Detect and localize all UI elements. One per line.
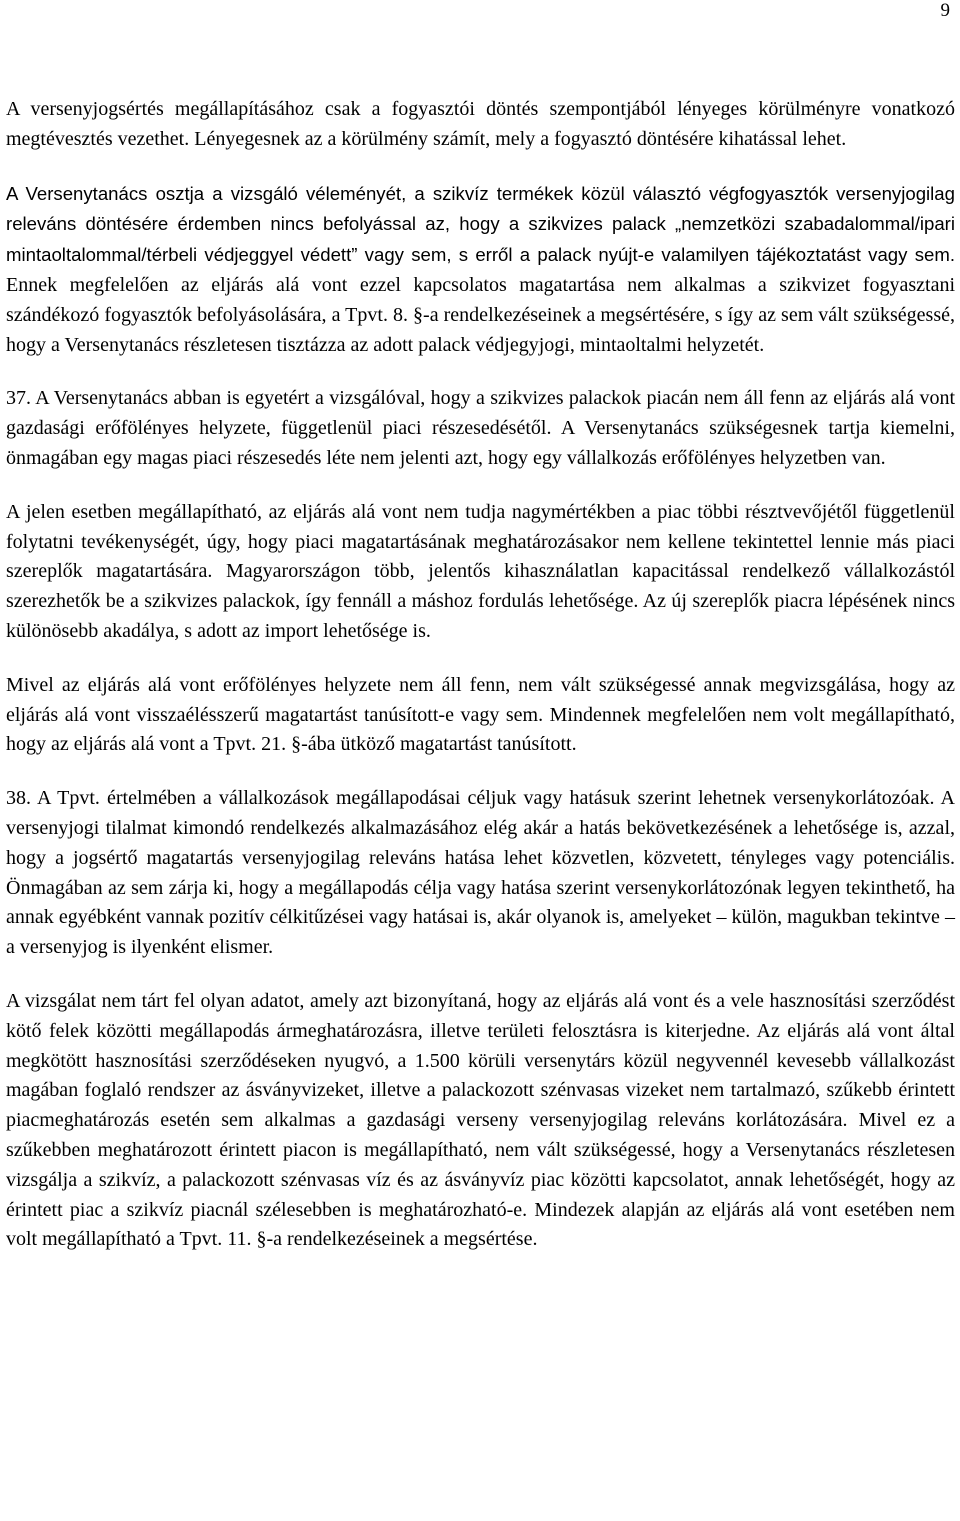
document-body xyxy=(6,95,955,1279)
paragraph-5: Mivel az eljárás alá vont erőfölényes helyzete nem áll fenn, nem vált szükségessé annak megvizsgálása, hogy az eljárás alá vont visszaélésszerű magatartást tanúsított-e vagy sem. Mindennek megfelelően nem volt megállapítható, hogy az eljárás alá vont a Tpvt. 21. §-ába ütköző magatartást tanúsított. xyxy=(6,673,955,756)
page-number: 9 xyxy=(940,0,950,21)
paragraph-7: A vizsgálat nem tárt fel olyan adatot, amely azt bizonyítaná, hogy az eljárás alá vont és a vele hasznosítási szerződést kötő felek közötti megállapodás ármeghatározásra, illetve területi felosztásra is kiterjedne. Az eljárás alá vont által megkötött hasznosítási szerződéseken nyugvó, a 1.500 körüli versenytárs közül negyvennél kevesebb vállalkozást magában foglaló rendszer az ásványvizeket, illetve a palackozott szénvasas vizeket nem tartalmazó, szűkebb érintett piacmeghatározás esetén sem alkalmas a gazdasági verseny versenyjogilag releváns korlátozására. Mivel ez a szűkebben meghatározott érintett piacon is megállapítható, nem vált szükségessé, hogy a Versenytanács részletesen vizsgálja a szikvíz, a palackozott szénvasas víz és az ásványvíz piac közötti kapcsolatot, annak lehetőségét, hogy az érintett piac a szikvíz piacnál szélesebben is meghatározható-e. Mindezek alapján az eljárás alá vont esetében nem volt megállapítható a Tpvt. 11. §-a rendelkezéseinek a megsértése. xyxy=(6,989,955,1251)
paragraph-2-serif-part: Ennek megfelelően az eljárás alá vont ezzel kapcsolatos magatartása nem alkalmas a szikvizet fogyasztani szándékozó fogyasztók befolyásolására, a Tpvt. 8. §-a rendelkezéseinek a megsértésére, s így az sem vált szükségessé, hogy a Versenytanács részletesen tisztázza az adott palack védjegyjogi, mintaoltalmi helyzetét. xyxy=(6,273,955,356)
paragraph-2-sans-part: A Versenytanács osztja a vizsgáló véleményét, a szikvíz termékek közül választó végfogyasztók versenyjogilag releváns döntésére érdemben nincs befolyással az, hogy a szikvizes palack „nemzetközi szabadalommal/ipari mintaoltalommal/térbeli védjeggyel védett” vagy sem, s erről a palack nyújt-e valamilyen tájékoztatást vagy sem. xyxy=(6,182,955,266)
paragraph-38: 38. A Tpvt. értelmében a vállalkozások megállapodásai céljuk vagy hatásuk szerint lehetnek versenykorlátozóak. A versenyjogi tilalmat kimondó rendelkezés alkalmazásához elég akár a hatás bekövetkezésének a lehetősége is, azzal, hogy a jogsértő magatartás versenyjogilag releváns hatása lehet közvetlen, közvetett, tényleges vagy potenciális. Önmagában az sem zárja ki, hogy a megállapodás célja vagy hatása szerint versenykorlátozónak legyen tekinthető, ha annak egyébként vannak pozitív célkitűzései vagy hatásai is, akár olyanok is, amelyeket – külön, magukban tekintve – a versenyjog is ilyenként elismer. xyxy=(6,787,955,959)
paragraph-37: 37. A Versenytanács abban is egyetért a vizsgálóval, hogy a szikvizes palackok piacán nem áll fenn az eljárás alá vont gazdasági erőfölényes helyzete, függetlenül piaci részesedésétől. A Versenytanács szükségesnek tartja kiemelni, önmagában egy magas piaci részesedés léte nem jelenti azt, hogy egy vállalkozás erőfölényes helyzetben van. xyxy=(6,387,955,469)
paragraph-2 xyxy=(6,179,955,361)
paragraph-1: A versenyjogsértés megállapításához csak a fogyasztói döntés szempontjából lényeges körülményre vonatkozó megtévesztés vezethet. Lényegesnek az a körülmény számít, mely a fogyasztó döntésére kihatással lehet. xyxy=(6,98,955,150)
paragraph-4: A jelen esetben megállapítható, az eljárás alá vont nem tudja nagymértékben a piac többi résztvevőjétől függetlenül folytatni tevékenységét, úgy, hogy piaci magatartásának meghatározásakor nem kellene tekintettel lennie más piaci szereplők magatartására. Magyarországon több, jelentős kihasználatlan kapacitással rendelkező vállalkozástól szerezhetők be a szikvizes palackok, így fennáll a máshoz fordulás lehetősége. Az új szereplők piacra lépésének nincs különösebb akadálya, s adott az import lehetősége is. xyxy=(6,500,955,642)
